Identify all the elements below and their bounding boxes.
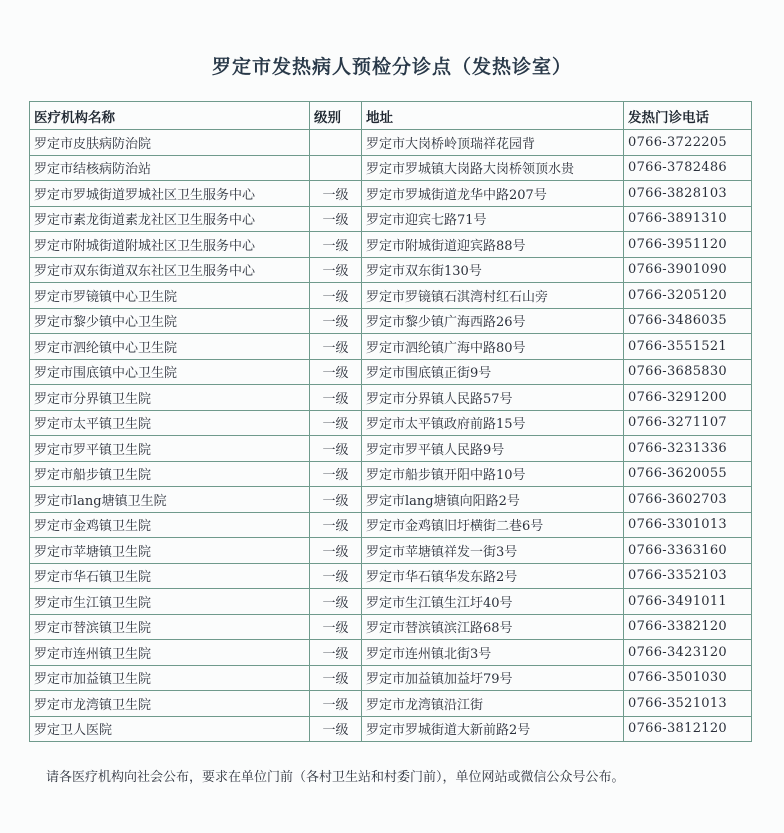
address-cell: 罗定市泗纶镇广海中路80号 [362,334,624,360]
phone-cell: 0766-3271107 [624,410,752,436]
institution-cell: 罗定市龙湾镇卫生院 [30,691,310,717]
institution-cell: 罗定市围底镇中心卫生院 [30,359,310,385]
institution-cell: 罗定市罗城街道罗城社区卫生服务中心 [30,181,310,207]
clinic-table [29,101,752,742]
level-cell: 一级 [310,283,362,309]
phone-cell: 0766-3602703 [624,487,752,513]
phone-cell: 0766-3423120 [624,640,752,666]
level-cell: 一级 [310,538,362,564]
institution-cell: 罗定市金鸡镇卫生院 [30,512,310,538]
table-row [30,410,752,436]
level-cell: 一级 [310,410,362,436]
institution-cell: 罗定市船步镇卫生院 [30,461,310,487]
institution-cell: 罗定市双东街道双东社区卫生服务中心 [30,257,310,283]
phone-cell: 0766-3363160 [624,538,752,564]
address-cell: 罗定市迎宾七路71号 [362,206,624,232]
institution-cell: 罗定卫人医院 [30,716,310,742]
address-cell: 罗定市罗城街道大新前路2号 [362,716,624,742]
address-cell: 罗定市罗镜镇石淇湾村红石山旁 [362,283,624,309]
table-row [30,385,752,411]
level-cell: 一级 [310,181,362,207]
phone-cell: 0766-3521013 [624,691,752,717]
institution-cell: 罗定市替滨镇卫生院 [30,614,310,640]
address-cell: 罗定市生江镇生江圩40号 [362,589,624,615]
phone-cell: 0766-3620055 [624,461,752,487]
level-cell: 一级 [310,691,362,717]
phone-cell: 0766-3812120 [624,716,752,742]
footer-note: 请各医疗机构向社会公布，要求在单位门前（各村卫生站和村委门前），单位网站或微信公众号公布。 [46,770,625,785]
institution-cell: 罗定市结核病防治站 [30,155,310,181]
header-level: 级别 [310,102,362,130]
table-row [30,181,752,207]
institution-cell: 罗定市罗镜镇中心卫生院 [30,283,310,309]
table-row [30,563,752,589]
table-row [30,359,752,385]
address-cell: 罗定市围底镇正街9号 [362,359,624,385]
address-cell: 罗定市罗平镇人民路9号 [362,436,624,462]
address-cell: 罗定市船步镇开阳中路10号 [362,461,624,487]
address-cell: 罗定市罗城街道龙华中路207号 [362,181,624,207]
table-row [30,487,752,513]
phone-cell: 0766-3551521 [624,334,752,360]
level-cell: 一级 [310,665,362,691]
level-cell: 一级 [310,359,362,385]
table-row [30,155,752,181]
institution-cell: 罗定市罗平镇卫生院 [30,436,310,462]
table-row [30,461,752,487]
phone-cell: 0766-3291200 [624,385,752,411]
table-row [30,716,752,742]
level-cell: 一级 [310,716,362,742]
level-cell: 一级 [310,512,362,538]
institution-cell: 罗定市分界镇卫生院 [30,385,310,411]
phone-cell: 0766-3501030 [624,665,752,691]
address-cell: 罗定市附城街道迎宾路88号 [362,232,624,258]
level-cell: 一级 [310,589,362,615]
institution-cell: 罗定市皮肤病防治院 [30,130,310,156]
phone-cell: 0766-3951120 [624,232,752,258]
institution-cell: 罗定市附城街道附城社区卫生服务中心 [30,232,310,258]
phone-cell: 0766-3301013 [624,512,752,538]
address-cell: 罗定市连州镇北街3号 [362,640,624,666]
phone-cell: 0766-3231336 [624,436,752,462]
level-cell: 一级 [310,563,362,589]
phone-cell: 0766-3486035 [624,308,752,334]
level-cell: 一级 [310,614,362,640]
table-row [30,334,752,360]
level-cell [310,130,362,156]
table-row [30,308,752,334]
table-row [30,436,752,462]
address-cell: 罗定市龙湾镇沿江街 [362,691,624,717]
phone-cell: 0766-3891310 [624,206,752,232]
level-cell: 一级 [310,385,362,411]
table-row [30,130,752,156]
table-row [30,589,752,615]
phone-cell: 0766-3352103 [624,563,752,589]
header-phone: 发热门诊电话 [624,102,752,130]
phone-cell: 0766-3491011 [624,589,752,615]
table-row [30,665,752,691]
table-body [30,130,752,742]
phone-cell: 0766-3722205 [624,130,752,156]
table-row [30,232,752,258]
institution-cell: 罗定市苹塘镇卫生院 [30,538,310,564]
table-row [30,538,752,564]
level-cell: 一级 [310,640,362,666]
address-cell: 罗定市太平镇政府前路15号 [362,410,624,436]
address-cell: 罗定市华石镇华发东路2号 [362,563,624,589]
level-cell: 一级 [310,461,362,487]
phone-cell: 0766-3382120 [624,614,752,640]
address-cell: 罗定市替滨镇滨江路68号 [362,614,624,640]
address-cell: 罗定市苹塘镇祥发一街3号 [362,538,624,564]
phone-cell: 0766-3685830 [624,359,752,385]
level-cell: 一级 [310,257,362,283]
table-row [30,614,752,640]
institution-cell: 罗定市生江镇卫生院 [30,589,310,615]
institution-cell: 罗定市素龙街道素龙社区卫生服务中心 [30,206,310,232]
table-row [30,691,752,717]
table-row [30,206,752,232]
header-institution: 医疗机构名称 [30,102,310,130]
address-cell: 罗定市双东街130号 [362,257,624,283]
institution-cell: 罗定市华石镇卫生院 [30,563,310,589]
table-row [30,283,752,309]
address-cell: 罗定市金鸡镇旧圩横街二巷6号 [362,512,624,538]
institution-cell: 罗定市加益镇卫生院 [30,665,310,691]
institution-cell: 罗定市太平镇卫生院 [30,410,310,436]
institution-cell: 罗定市lang塘镇卫生院 [30,487,310,513]
phone-cell: 0766-3782486 [624,155,752,181]
institution-cell: 罗定市泗纶镇中心卫生院 [30,334,310,360]
level-cell: 一级 [310,308,362,334]
address-cell: 罗定市大岗桥岭顶瑞祥花园背 [362,130,624,156]
address-cell: 罗定市罗城镇大岗路大岗桥领顶水贵 [362,155,624,181]
table-row [30,257,752,283]
level-cell: 一级 [310,206,362,232]
address-cell: 罗定市加益镇加益圩79号 [362,665,624,691]
phone-cell: 0766-3901090 [624,257,752,283]
level-cell: 一级 [310,436,362,462]
table-row [30,512,752,538]
header-address: 地址 [362,102,624,130]
institution-cell: 罗定市黎少镇中心卫生院 [30,308,310,334]
level-cell: 一级 [310,487,362,513]
address-cell: 罗定市黎少镇广海西路26号 [362,308,624,334]
level-cell [310,155,362,181]
address-cell: 罗定市分界镇人民路57号 [362,385,624,411]
page-title: 罗定市发热病人预检分诊点（发热诊室） [211,56,572,78]
level-cell: 一级 [310,334,362,360]
phone-cell: 0766-3205120 [624,283,752,309]
table-header-row [30,102,752,130]
institution-cell: 罗定市连州镇卫生院 [30,640,310,666]
level-cell: 一级 [310,232,362,258]
address-cell: 罗定市lang塘镇向阳路2号 [362,487,624,513]
phone-cell: 0766-3828103 [624,181,752,207]
table-row [30,640,752,666]
